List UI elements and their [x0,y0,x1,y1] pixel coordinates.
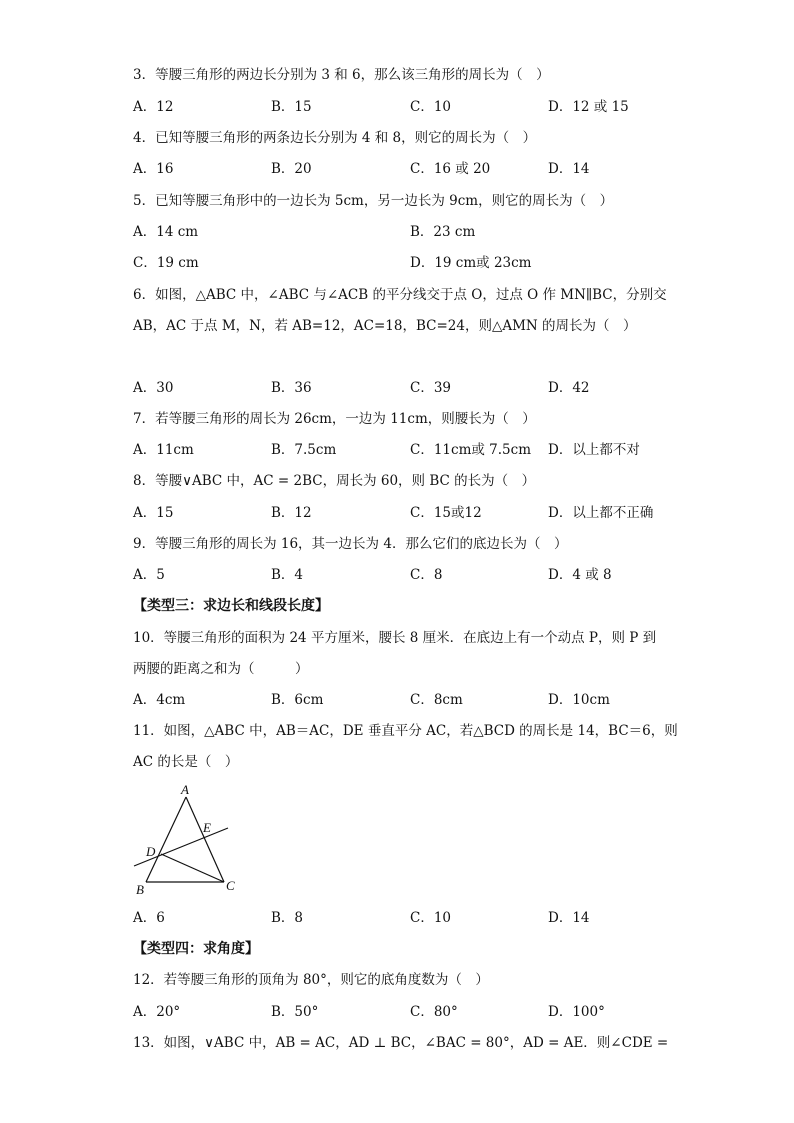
question-5-options-row2 [133,254,733,272]
option-c: C．15或12 [410,505,482,521]
question-9-options [133,566,733,584]
option-a: A．11cm [133,442,194,458]
question-8-stem: 8．等腰∨ABC 中，AC = 2BC，周长为 60，则 BC 的长为（ ） [133,473,536,489]
question-11-stem-line2: AC 的长是（ ） [133,754,239,770]
question-10-stem-line1: 10．等腰三角形的面积为 24 平方厘米，腰长 8 厘米．在底边上有一个动点 P，则 P 到 [133,630,657,646]
option-a: A．4cm [133,692,186,708]
section-heading-3: 【类型三：求边长和线段长度】 [133,598,329,614]
question-12-options [133,1003,733,1021]
question-5-stem: 5．已知等腰三角形中的一边长为 5cm，另一边长为 9cm，则它的周长为（ ） [133,193,614,209]
question-5-options-row1 [133,223,733,241]
question-6-stem-line1: 6．如图，△ABC 中，∠ABC 与∠ACB 的平分线交于点 O，过点 O 作 MN∥BC，分别交 [133,287,667,303]
option-b: B．8 [271,910,304,926]
segment-dc [161,854,224,882]
option-b: B．12 [271,505,312,521]
question-6-options [133,379,733,397]
option-d: D．100° [548,1004,605,1020]
option-c: C．19 cm [133,255,199,271]
option-d: D．4 或 8 [548,567,612,583]
option-d: D．42 [548,380,590,396]
option-a: A．15 [133,505,174,521]
option-a: A．14 cm [133,224,199,240]
question-6-stem-line2: AB，AC 于点 M，N，若 AB=12，AC=18，BC=24，则△AMN 的周长为（ ） [133,318,637,334]
option-a: A．5 [133,567,165,583]
option-c: C．8 [410,567,443,583]
label-d: D [146,844,156,859]
option-c: C．80° [410,1004,458,1020]
option-d: D．14 [548,910,590,926]
option-a: A．30 [133,380,174,396]
question-13-stem: 13．如图，∨ABC 中，AB = AC，AD ⊥ BC，∠BAC = 80°，AD = AE．则∠CDE = [133,1035,669,1051]
option-d: D．以上都不正确 [548,505,654,521]
option-b: B．20 [271,161,312,177]
question-10-stem-line2: 两腰的距离之和为（ ） [133,661,309,677]
question-11-options [133,909,733,927]
segment-ab [146,797,186,882]
option-c: C．8cm [410,692,463,708]
question-7-stem: 7．若等腰三角形的周长为 26cm，一边为 11cm，则腰长为（ ） [133,411,536,427]
option-c: C．16 或 20 [410,161,491,177]
label-a: A [181,782,189,797]
segment-ac [186,797,224,882]
option-c: C．10 [410,910,452,926]
option-c: C．11cm或 7.5cm [410,442,531,458]
question-8-options [133,504,733,522]
option-d: D．12 或 15 [548,99,629,115]
question-9-stem: 9．等腰三角形的周长为 16，其一边长为 4．那么它们的底边长为（ ） [133,536,568,552]
option-b: B．50° [271,1004,319,1020]
question-3-stem: 3．等腰三角形的两边长分别为 3 和 6，那么该三角形的周长为（ ） [133,67,550,83]
label-c: C [226,878,235,893]
option-d: D．以上都不对 [548,442,640,458]
option-b: B．23 cm [410,224,476,240]
triangle-figure [130,780,240,900]
question-3-options [133,98,733,116]
option-d: D．14 [548,161,590,177]
question-7-options [133,441,733,459]
option-b: B．6cm [271,692,324,708]
option-b: B．36 [271,380,312,396]
question-4-options [133,160,733,178]
question-4-stem: 4．已知等腰三角形的两条边长分别为 4 和 8，则它的周长为（ ） [133,130,537,146]
question-10-options [133,691,733,709]
option-a: A．6 [133,910,165,926]
label-b: B [136,882,144,897]
question-11-stem-line1: 11．如图，△ABC 中，AB＝AC，DE 垂直平分 AC，若△BCD 的周长是 14，BC＝6，则 [133,723,678,739]
option-a: A．12 [133,99,174,115]
option-d: D．19 cm或 23cm [410,255,532,271]
section-heading-4: 【类型四：求角度】 [133,941,259,957]
option-d: D．10cm [548,692,610,708]
option-c: C．10 [410,99,452,115]
option-a: A．20° [133,1004,181,1020]
option-c: C．39 [410,380,452,396]
option-b: B．4 [271,567,304,583]
question-12-stem: 12．若等腰三角形的顶角为 80°，则它的底角度数为（ ） [133,972,489,988]
option-a: A．16 [133,161,174,177]
label-e: E [203,820,211,835]
option-b: B．15 [271,99,312,115]
option-b: B．7.5cm [271,442,337,458]
